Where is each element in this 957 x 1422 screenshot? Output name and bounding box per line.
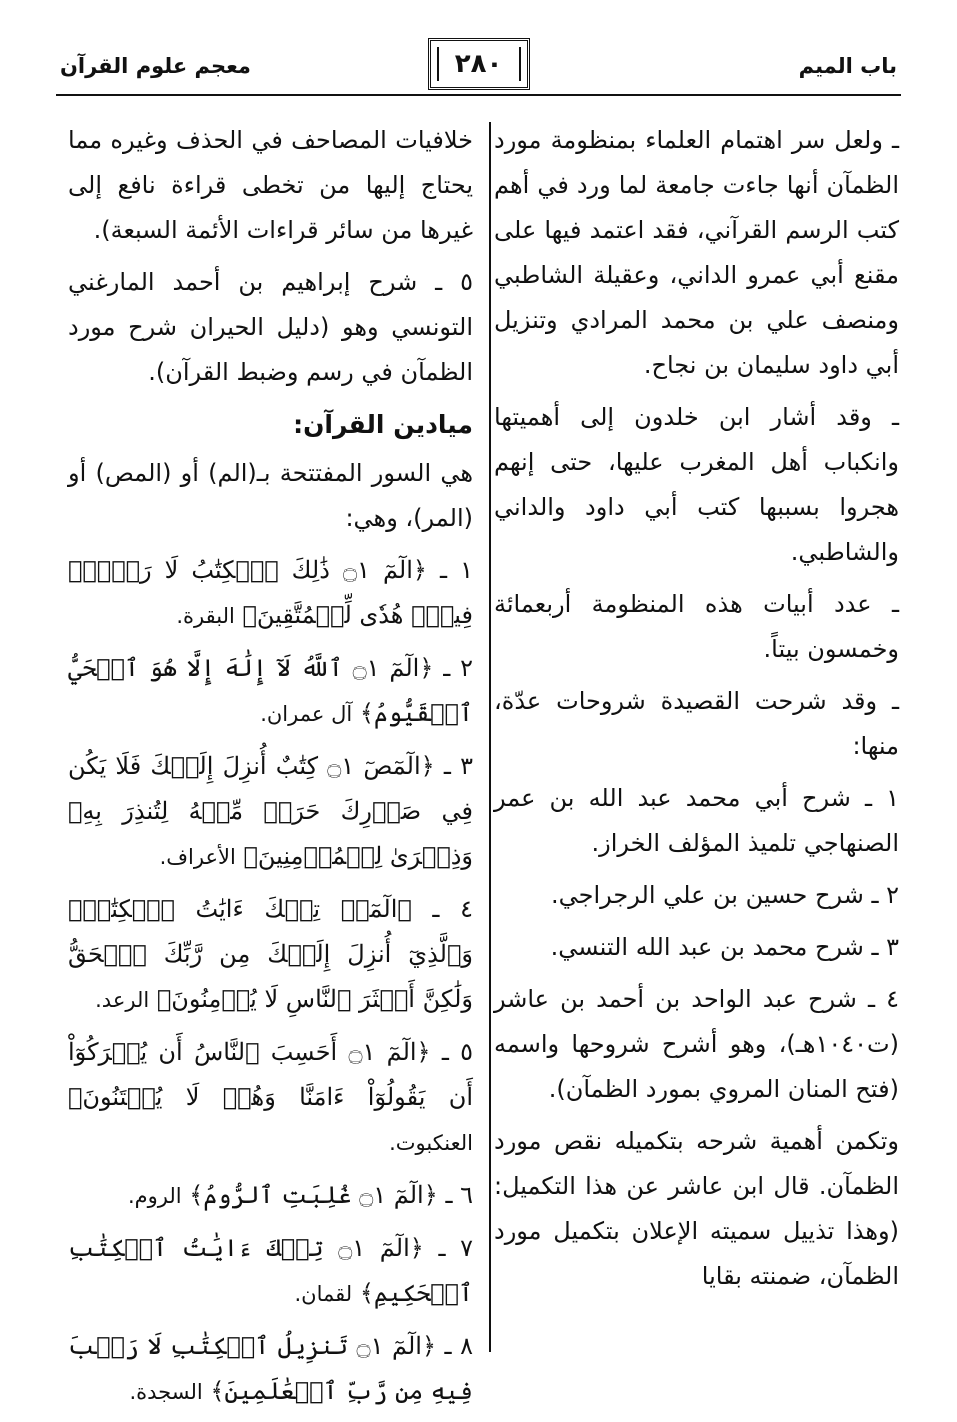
list-item: ٣ ـ شرح محمد بن عبد الله التنسي.	[550, 933, 899, 961]
verse-number: ١ ـ	[440, 556, 473, 584]
verse-text: ﴿الٓمٓ ۝١ أَحَسِبَ ٱلنَّاسُ أَن يُتۡرَكُوٓاْ أَن يَقُولُوٓاْ ءَامَنَّا وَهُمۡ لَا يُفۡتَنُونَ﴾	[68, 1038, 473, 1111]
verse-number: ٤ ـ	[432, 895, 473, 923]
verse-text: ﴿الٓمٓ ۝١ ذَٰلِكَ ٱلۡكِتَٰبُ لَا رَيۡبَۛ فِيهِۛ هُدٗى لِّلۡمُتَّقِينَ﴾	[68, 556, 473, 629]
sura-name: آل عمران.	[260, 702, 353, 726]
chapter-title: باب الميم	[798, 54, 897, 78]
right-column	[494, 118, 899, 1306]
verse-number: ٨ ـ	[444, 1332, 473, 1360]
paragraph: ـ ولعل سر اهتمام العلماء بمنظومة مورد الظمآن أنها جاءت جامعة لما ورد في أهم كتب الرسم القرآني، فقد اعتمد فيها على مقنع أبي عمرو الداني، وعقيلة الشاطبي ومنصف علي بن محمد المرادي وتنزيل أبي داود سليمان بن نجاح.	[494, 126, 899, 379]
verse-text: ﴿الٓمٓ ۝١ غُلِبَتِ ٱلرُّومُ﴾	[189, 1181, 438, 1209]
verse-text: ﴿الٓمٓصٓ ۝١ كِتَٰبٌ أُنزِلَ إِلَيۡكَ فَلَا يَكُن فِي صَدۡرِكَ حَرَجٞ مِّنۡهُ لِتُنذِرَ بِهِۦ وَذِكۡرَىٰ لِلۡمُؤۡمِنِينَ﴾	[68, 752, 473, 870]
verse-item	[68, 887, 473, 1023]
verse-number: ٦ ـ	[445, 1181, 473, 1209]
paragraph: هي السور المفتتحة بـ(الم) أو (المص) أو (المر)، وهي:	[68, 459, 473, 532]
verse-text: ﴿الٓمٓ ۝١ تِلۡكَ ءَايَٰتُ ٱلۡكِتَٰبِ ٱلۡحَكِيمِ﴾	[68, 1234, 473, 1307]
paragraph: خلافيات المصاحف في الحذف وغيره مما يحتاج إليها من تخطى قراءة نافع إلى غيرها من سائر قراءات الأئمة السبعة).	[68, 126, 473, 244]
verse-text: ﴿الٓمٓرۚ تِلۡكَ ءَايَٰتُ ٱلۡكِتَٰبِۗ وَٱلَّذِيٓ أُنزِلَ إِلَيۡكَ مِن رَّبِّكَ ٱلۡحَقُّ وَلَٰكِنَّ أَكۡثَرَ ٱلنَّاسِ لَا يُؤۡمِنُونَ﴾	[68, 895, 473, 1013]
paragraph: ـ وقد أشار ابن خلدون إلى أهميتها وانكباب أهل المغرب عليها، حتى إنهم هجروا بسببها كتب أبي داود والداني والشاطبي.	[494, 403, 899, 566]
verse-item	[68, 1324, 473, 1415]
page-number: ٢٨٠	[428, 38, 530, 90]
verse-number: ٣ ـ	[443, 752, 473, 780]
list-item: ٥ ـ شرح إبراهيم بن أحمد المارغني التونسي وهو (دليل الحيران شرح مورد الظمآن في رسم وضبط القرآن).	[68, 268, 473, 386]
verse-item	[68, 646, 473, 737]
verse-item	[68, 548, 473, 639]
left-column	[68, 118, 473, 1422]
verse-number: ٧ ـ	[438, 1234, 473, 1262]
verse-text: ﴿الٓمٓ ۝١ ٱللَّهُ لَآ إِلَٰهَ إِلَّا هُوَ ٱلۡحَيُّ ٱلۡقَيُّومُ﴾	[68, 654, 473, 727]
verse-item	[68, 1226, 473, 1317]
list-item: ٤ ـ شرح عبد الواحد بن أحمد بن عاشر (ت١٠٤٠هـ)، وهو أشرح شروحها واسمه (فتح المنان المروي بمورد الظمآن).	[494, 985, 899, 1103]
verse-item	[68, 1030, 473, 1166]
sura-name: العنكبوت.	[389, 1131, 473, 1155]
paragraph: ـ وقد شرحت القصيدة شروحات عدّة، منها:	[494, 687, 899, 760]
paragraph: وتكمن أهمية شرحه بتكميله نقص مورد الظمآن. قال ابن عاشر عن هذا التكميل: (وهذا تذييل سميته الإعلان بتكميل مورد الظمآن، ضمنته بقايا	[494, 1127, 899, 1290]
sura-name: الروم.	[127, 1184, 182, 1208]
list-item: ٢ ـ شرح حسين بن علي الرجراجي.	[551, 881, 899, 909]
sura-name: لقمان.	[294, 1282, 353, 1306]
sura-name: السجدة.	[129, 1380, 203, 1404]
section-heading: ميادين القرآن:	[293, 410, 473, 439]
sura-name: البقرة.	[176, 604, 235, 628]
list-item: ١ ـ شرح أبي محمد عبد الله بن عمر الصنهاجي تلميذ المؤلف الخراز.	[494, 784, 899, 857]
verse-number: ٥ ـ	[441, 1038, 473, 1066]
verse-number: ٢ ـ	[443, 654, 473, 682]
verse-item	[68, 744, 473, 880]
book-title: معجم علوم القرآن	[60, 54, 251, 78]
verse-text: ﴿الٓمٓ ۝١ تَنزِيلُ ٱلۡكِتَٰبِ لَا رَيۡبَ فِيهِ مِن رَّبِّ ٱلۡعَٰلَمِينَ﴾	[68, 1332, 473, 1405]
page-header	[56, 38, 901, 96]
sura-name: الرعد.	[95, 988, 150, 1012]
sura-name: الأعراف.	[159, 845, 236, 869]
verse-item	[68, 1173, 473, 1219]
paragraph: ـ عدد أبيات هذه المنظومة أربعمائة وخمسون بيتاً.	[494, 590, 899, 663]
column-divider	[489, 122, 491, 1352]
